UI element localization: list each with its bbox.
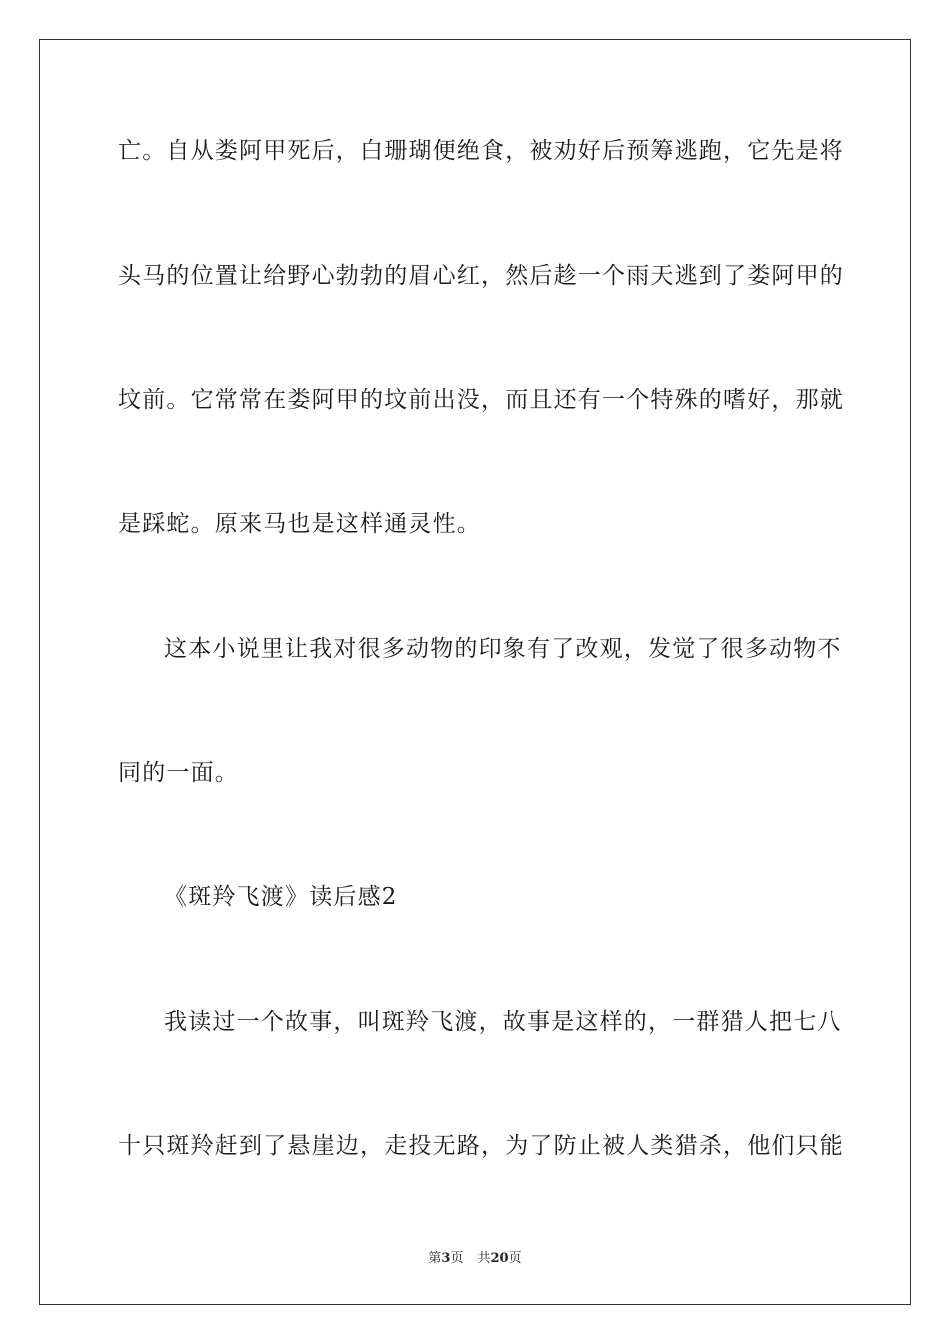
paragraph-first-line: 这本小说里让我对很多动物的印象有了改观，发觉了很多动物不	[164, 636, 842, 662]
paragraph-first-line: 我读过一个故事，叫斑羚飞渡，故事是这样的，一群猎人把七八	[164, 1009, 842, 1035]
footer-page-suffix: 页	[450, 1251, 464, 1266]
body-text-line: 是踩蛇。原来马也是这样通灵性。	[118, 511, 481, 537]
section-heading: 《斑羚飞渡》读后感2	[164, 884, 398, 910]
footer-total-suffix: 页	[508, 1251, 522, 1266]
body-text-line: 头马的位置让给野心勃勃的眉心红，然后趁一个雨天逃到了娄阿甲的	[118, 263, 844, 289]
footer-total-pages: 20	[490, 1251, 509, 1266]
body-text-line: 同的一面。	[118, 760, 239, 786]
footer-page-number: 3	[441, 1251, 451, 1266]
footer-total-prefix: 共	[477, 1251, 491, 1266]
body-text-line: 十只斑羚赶到了悬崖边，走投无路，为了防止被人类猎杀，他们只能	[118, 1133, 844, 1159]
page-border	[39, 39, 911, 1305]
page-footer	[0, 1247, 950, 1266]
footer-page-prefix: 第	[428, 1251, 442, 1266]
body-text-line: 亡。自从娄阿甲死后，白珊瑚便绝食，被劝好后预筹逃跑，它先是将	[118, 138, 844, 164]
body-text-line: 坟前。它常常在娄阿甲的坟前出没，而且还有一个特殊的嗜好，那就	[118, 387, 844, 413]
